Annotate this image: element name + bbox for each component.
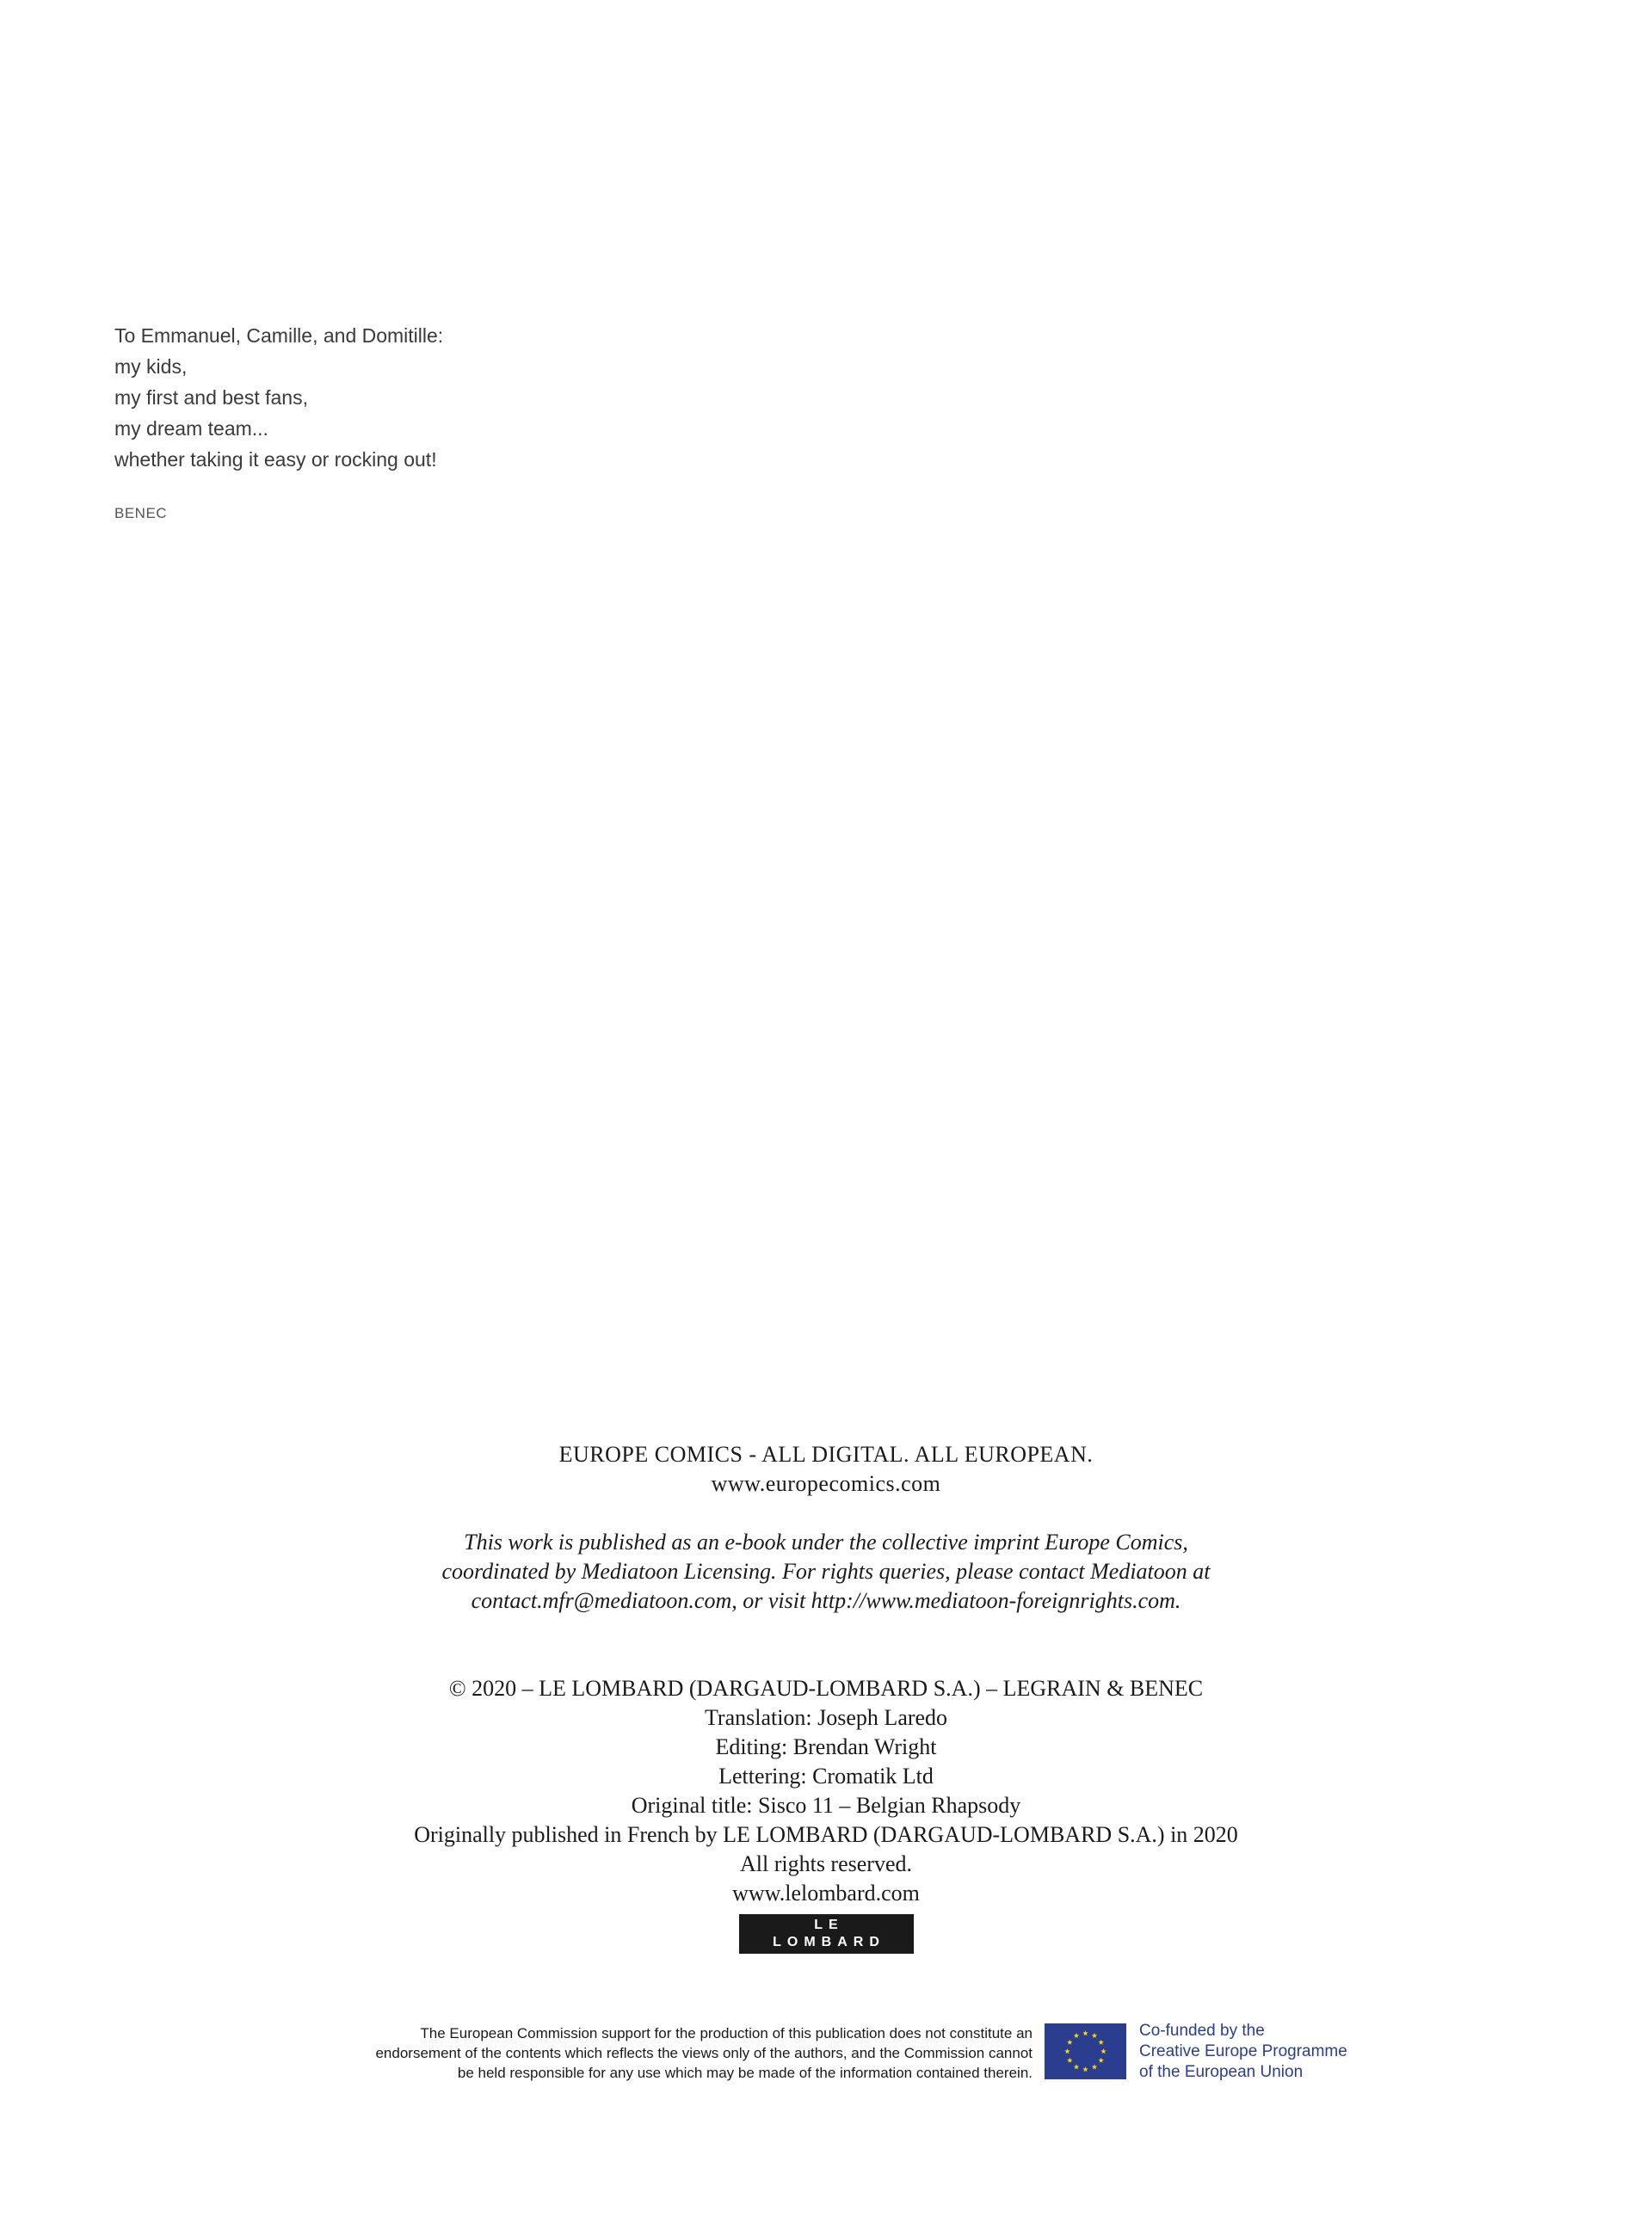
imprint-notice-line: coordinated by Mediatoon Licensing. For rights queries, please contact Mediatoon at [441,1559,1211,1584]
original-publication: Originally published in French by LE LOMBARD (DARGAUD-LOMBARD S.A.) in 2020 [414,1822,1238,1847]
eu-star-icon [1074,2033,1079,2038]
original-title: Original title: Sisco 11 – Belgian Rhapsody [631,1793,1021,1818]
dedication-line: To Emmanuel, Camille, and Domitille: [114,324,444,347]
dedication-line: my first and best fans, [114,386,308,409]
translation-credit: Translation: Joseph Laredo [704,1705,948,1730]
dedication-line: my dream team... [114,417,268,440]
eu-star-icon [1082,2066,1088,2072]
eu-star-icon [1064,2048,1069,2054]
eu-star-icon [1092,2064,1097,2069]
eu-cofunding-line: Creative Europe Programme [1139,2042,1347,2060]
eu-star-icon [1067,2058,1072,2063]
eu-star-icon [1074,2064,1079,2069]
publisher-tagline: EUROPE COMICS - ALL DIGITAL. ALL EUROPEAN. [558,1442,1094,1467]
eu-star-icon [1067,2040,1072,2045]
dedication-signature: BENEC [114,505,168,521]
imprint-notice-line: contact.mfr@mediatoon.com, or visit http://www.mediatoon-foreignrights.com. [471,1588,1181,1613]
dedication-line: whether taking it easy or rocking out! [114,448,437,471]
le-lombard-logo: LE LOMBARD [739,1914,914,1954]
eu-star-icon [1100,2048,1106,2054]
lettering-credit: Lettering: Cromatik Ltd [718,1764,934,1789]
eu-flag-icon [1045,2023,1126,2079]
eu-cofunding-line: of the European Union [1139,2063,1304,2081]
dedication-line: my kids, [114,355,188,378]
copyright-block [0,1674,1652,1908]
credits-block [0,1440,1652,1954]
rights-reserved: All rights reserved. [739,1851,912,1876]
dedication [114,320,443,475]
eu-cofunding [1139,2021,1347,2083]
lombard-website: www.lelombard.com [732,1881,920,1906]
eu-disclaimer-line: endorsement of the contents which reflects the views only of the authors, and the Commission cannot [375,2045,1032,2061]
publisher-website: www.europecomics.com [711,1471,941,1496]
eu-star-icon [1098,2058,1103,2063]
imprint-notice [0,1528,1652,1616]
eu-star-icon [1092,2033,1097,2038]
eu-flag-stars [1045,2023,1126,2079]
editing-credit: Editing: Brendan Wright [715,1734,937,1759]
eu-cofunding-line: Co-funded by the [1139,2022,1265,2040]
eu-disclaimer-line: The European Commission support for the production of this publication does not constitute an [420,2025,1032,2041]
eu-disclaimer-line: be held responsible for any use which may be made of the information contained therein. [457,2065,1032,2081]
eu-disclaimer [258,2023,1032,2083]
eu-star-icon [1098,2040,1103,2045]
copyright-line: © 2020 – LE LOMBARD (DARGAUD-LOMBARD S.A.) – LEGRAIN & BENEC [448,1676,1204,1701]
eu-star-icon [1082,2030,1088,2035]
imprint-notice-line: This work is published as an e-book under the collective imprint Europe Comics, [464,1530,1188,1555]
